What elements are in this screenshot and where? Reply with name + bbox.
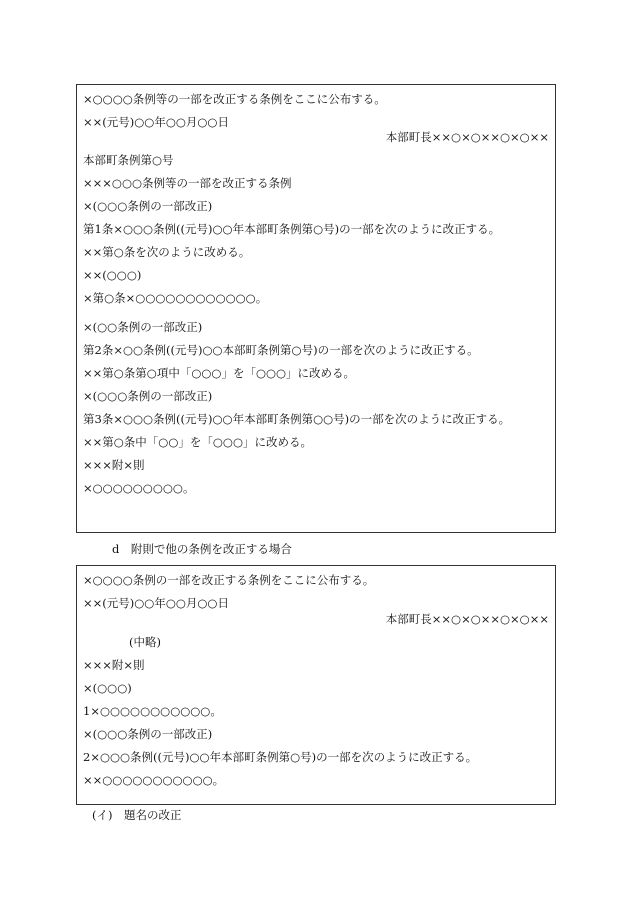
article-caption-line: ×(○○○条例の一部改正) xyxy=(83,727,213,741)
promulgation-line: ×○○○○条例の一部を改正する条例をここに公布する。 xyxy=(83,573,375,587)
amendment-line: ××第○条中「○○」を「○○○」に改める。 xyxy=(83,435,312,449)
supplementary-provisions-heading: ×××附×則 xyxy=(83,658,145,672)
ordinance-box-2 xyxy=(76,565,556,805)
date-line: ××(元号)○○年○○月○○日 xyxy=(83,596,229,610)
article-2-line: 第2条×○○条例((元号)○○本部町条例第○号)の一部を次のように改正する。 xyxy=(83,343,479,357)
date-line: ××(元号)○○年○○月○○日 xyxy=(83,115,229,129)
supplementary-provisions-heading: ×××附×則 xyxy=(83,458,145,472)
mayor-signature-line: 本部町長××○×○××○×○×× xyxy=(385,612,549,626)
promulgation-line: ×○○○○条例等の一部を改正する条例をここに公布する。 xyxy=(83,92,386,106)
mayor-signature-line: 本部町長××○×○××○×○×× xyxy=(385,130,549,144)
article-caption-line: ×(○○○条例の一部改正) xyxy=(83,199,213,213)
ordinance-number-line: 本部町条例第○号 xyxy=(83,153,174,167)
amendment-line: ××第○条第○項中「○○○」を「○○○」に改める。 xyxy=(83,366,356,380)
caption-line: ×(○○○) xyxy=(83,681,132,695)
article-1-line: 第1条×○○○条例((元号)○○年本部町条例第○号)の一部を次のように改正する。 xyxy=(83,222,501,236)
section-caption-i: (イ) 題名の改正 xyxy=(92,808,182,822)
ordinance-box-1 xyxy=(76,84,556,533)
paragraph-text-line: ××○○○○○○○○○○○。 xyxy=(83,773,225,787)
paragraph-2-line: 2×○○○条例((元号)○○年本部町条例第○号)の一部を次のように改正する。 xyxy=(83,750,478,764)
section-caption-d: d 附則で他の条例を改正する場合 xyxy=(112,542,292,556)
ordinance-title-line: ×××○○○条例等の一部を改正する条例 xyxy=(83,176,292,190)
amendment-line: ××第○条を次のように改める。 xyxy=(83,245,251,259)
omission-line: (中略) xyxy=(129,635,161,649)
article-caption-line: ×(○○○条例の一部改正) xyxy=(83,389,213,403)
article-caption-line: ×(○○条例の一部改正) xyxy=(83,320,203,334)
supplementary-text-line: ×○○○○○○○○○。 xyxy=(83,481,195,495)
paragraph-1-line: 1×○○○○○○○○○○○。 xyxy=(83,704,222,718)
caption-line: ××(○○○) xyxy=(83,268,142,282)
article-3-line: 第3条×○○○条例((元号)○○年本部町条例第○○号)の一部を次のように改正する。 xyxy=(83,412,511,426)
article-text-line: ×第○条×○○○○○○○○○○○○。 xyxy=(83,291,268,305)
